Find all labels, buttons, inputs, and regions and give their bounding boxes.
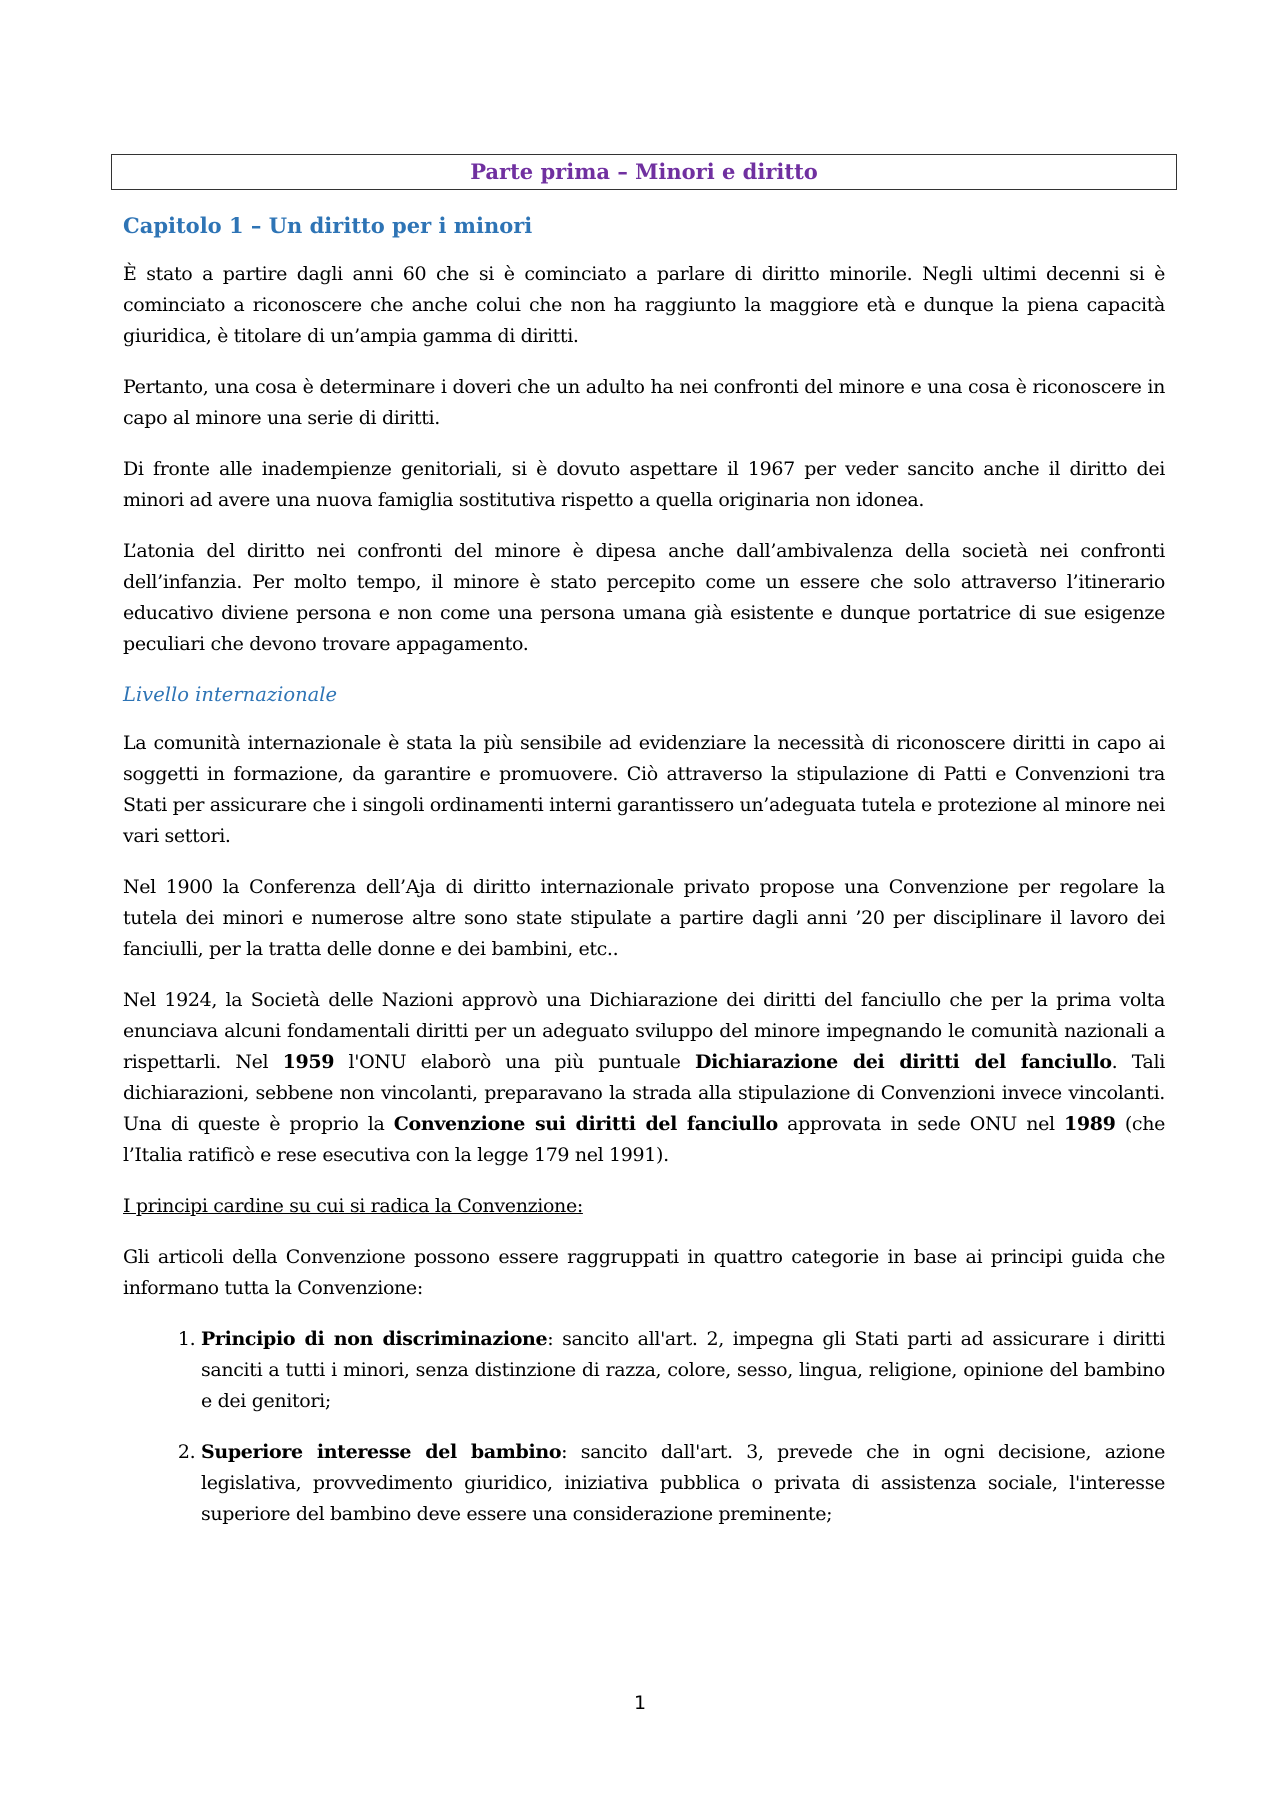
paragraph-8: Gli articoli della Convenzione possono essere raggruppati in quattro categorie in base ai principi guida che informano tutta la Convenzione: (123, 1246, 1165, 1299)
paragraph-3: Di fronte alle inadempienze genitoriali, si è dovuto aspettare il 1967 per veder sancito anche il diritto dei minori ad avere una nuova famiglia sostitutiva rispetto a quella originaria non idonea. (123, 458, 1165, 511)
paragraph-7-bold-year: 1989 (1064, 1113, 1116, 1135)
paragraph-7-text: l'ONU elaborò una più puntuale (334, 1051, 695, 1073)
list-item-text: : sancito all'art. 2, impegna gli Stati parti ad assicurare i diritti sanciti a tutti i minori, senza distinzione di razza, colore, sesso, lingua, religione, opinione del bambino e dei genitori; (201, 1328, 1166, 1412)
paragraph-4: L’atonia del diritto nei confronti del minore è dipesa anche dall’ambivalenza della società nei confronti dell’infanzia. Per molto tempo, il minore è stato percepito come un essere che solo attraverso l’itinerario educativo diviene persona e non come una persona umana già esistente e dunque portatrice di sue esigenze peculiari che devono trovare appagamento. (123, 540, 1165, 655)
paragraph-7-text: Nel 1924, la Società delle Nazioni approvò una Dichiarazione dei diritti del fanciullo che per la prima volta enunciava alcuni fondamentali diritti per un adeguato sviluppo del minore impegnando le comunità nazionali a rispettarli. Nel (123, 989, 1165, 1073)
principles-list (123, 1324, 1165, 1530)
page-number: 1 (633, 1692, 647, 1714)
list-item (201, 1324, 1165, 1417)
paragraph-5: La comunità internazionale è stata la più sensibile ad evidenziare la necessità di riconoscere diritti in capo ai soggetti in formazione, da garantire e promuovere. Ciò attraverso la stipulazione di Patti e Convenzioni tra Stati per assicurare che i singoli ordinamenti interni garantissero un’adeguata tutela e protezione al minore nei vari settori. (123, 732, 1165, 847)
page-content (123, 154, 1165, 1550)
paragraph-7-bold-year: 1959 (282, 1051, 335, 1073)
paragraph-6: Nel 1900 la Conferenza dell’Aja di diritto internazionale privato propose una Convenzione per regolare la tutela dei minori e numerose altre sono state stipulate a partire dagli anni ’20 per disciplinare il lavoro dei fanciulli, per la tratta delle donne e dei bambini, etc.. (123, 876, 1165, 960)
list-item-title: Principio di non discriminazione (201, 1328, 548, 1350)
paragraph-7-bold-declaration: Dichiarazione dei diritti del fanciullo (694, 1051, 1112, 1073)
list-item-text: : sancito dall'art. 3, prevede che in ogni decisione, azione legislativa, provvedimento giuridico, iniziativa pubblica o privata di assistenza sociale, l'interesse superiore del bambino deve essere una considerazione preminente; (201, 1441, 1165, 1525)
chapter-title: Capitolo 1 – Un diritto per i minori (123, 213, 533, 238)
list-item-title: Superiore interesse del bambino (201, 1441, 562, 1463)
list-item (201, 1437, 1165, 1530)
principles-heading: I principi cardine su cui si radica la Convenzione: (123, 1195, 583, 1217)
paragraph-1: È stato a partire dagli anni 60 che si è cominciato a parlare di diritto minorile. Negli ultimi decenni si è cominciato a riconoscere che anche colui che non ha raggiunto la maggiore età e dunque la piena capacità giuridica, è titolare di un’ampia gamma di diritti. (123, 263, 1165, 347)
paragraph-7 (123, 985, 1165, 1171)
paragraph-7-text: . Tali dichiarazioni, sebbene non vincolanti, preparavano la strada alla stipulazione di Convenzioni invece vincolanti. Una di queste è proprio la (123, 1051, 1165, 1135)
paragraph-2: Pertanto, una cosa è determinare i doveri che un adulto ha nei confronti del minore e una cosa è riconoscere in capo al minore una serie di diritti. (123, 376, 1165, 429)
paragraph-7-bold-convention: Convenzione sui diritti del fanciullo (393, 1113, 778, 1135)
paragraph-7-text: approvata in sede ONU nel (777, 1113, 1065, 1135)
paragraph-7-text: (che l’Italia ratificò e rese esecutiva con la legge 179 nel 1991). (123, 1113, 1165, 1166)
part-title: Parte prima – Minori e diritto (111, 154, 1177, 190)
section-subheading: Livello internazionale (123, 683, 338, 706)
